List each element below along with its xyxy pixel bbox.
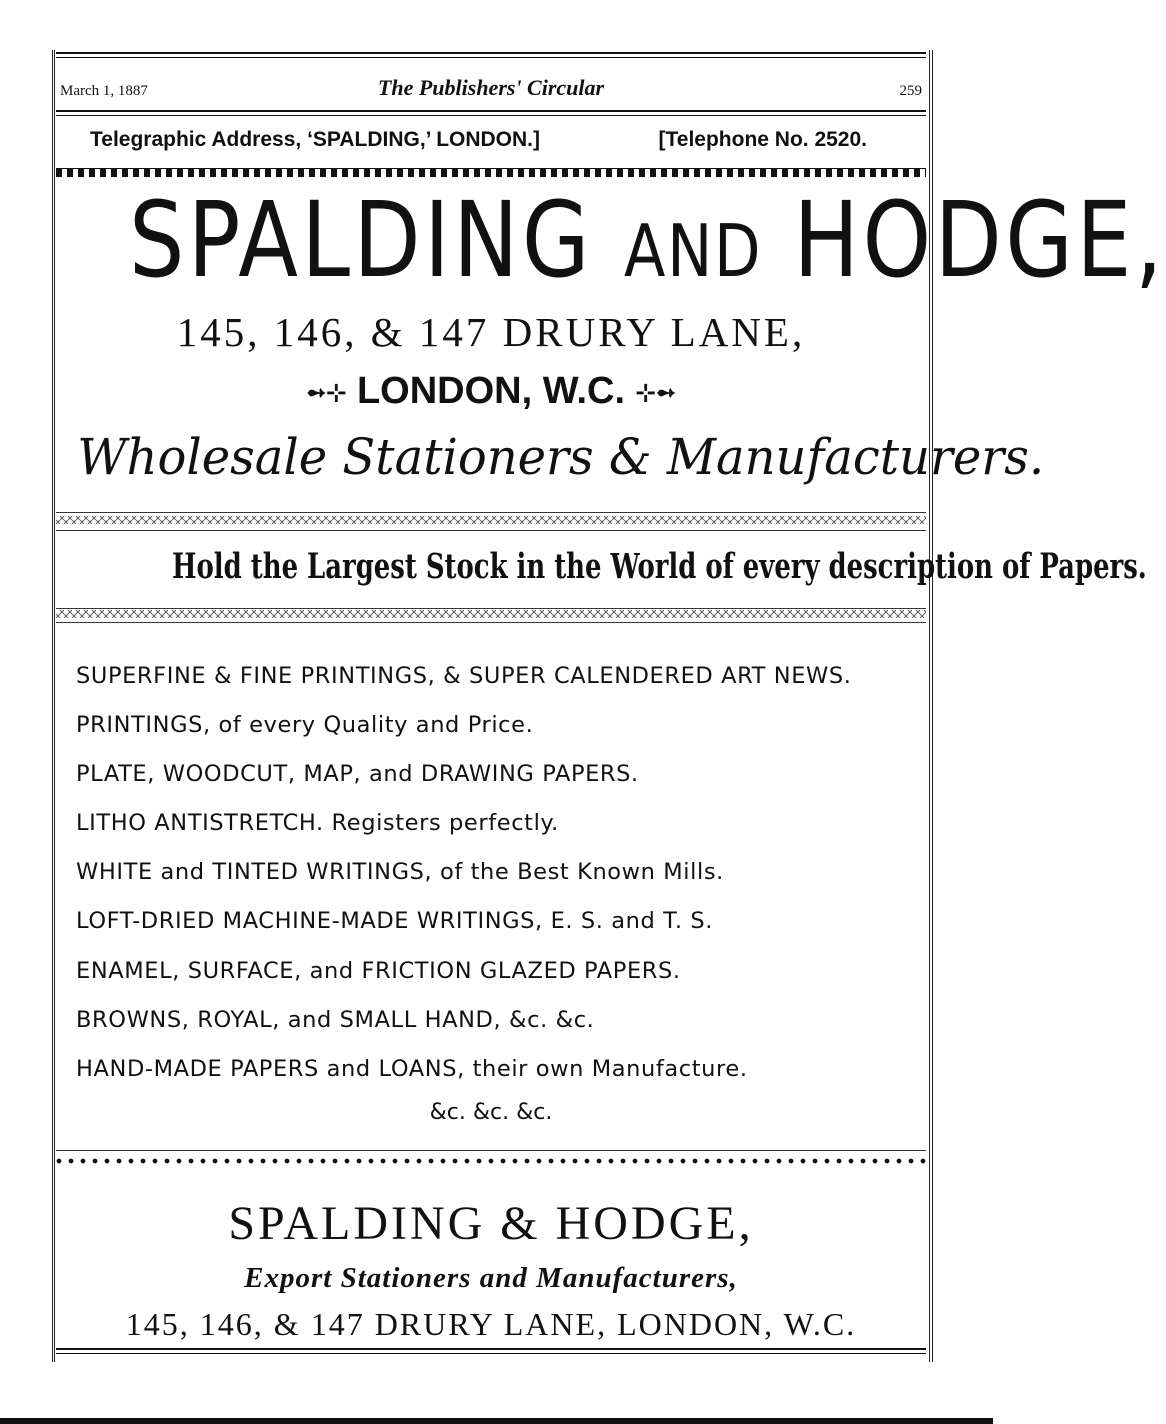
street-address: 145, 146, & 147 DRURY LANE, — [176, 309, 806, 355]
wavy-rule — [56, 516, 926, 526]
page-edge — [0, 1418, 993, 1424]
trade-description: Wholesale Stationers & Manufacturers. — [77, 428, 1045, 486]
wavy-rule — [56, 610, 926, 620]
company-name-headline — [128, 179, 1166, 301]
list-item: LITHO ANTISTRETCH. Registers perfectly. — [76, 810, 559, 837]
left-ornament-icon: ➻⊹ — [306, 379, 347, 407]
list-item: SUPERFINE & FINE PRINTINGS, & SUPER CALENDERED ART NEWS. — [76, 663, 852, 689]
list-item: LOFT-DRIED MACHINE-MADE WRITINGS, E. S. and T. S. — [76, 908, 713, 935]
running-header — [60, 75, 922, 105]
top-rule — [56, 52, 926, 58]
product-list — [76, 660, 916, 1102]
name-part-2: HODGE, — [793, 179, 1166, 301]
tagline: Hold the Largest Stock in the World of every description of Papers. — [172, 546, 1147, 587]
telephone-number: [Telephone No. 2520. — [658, 128, 867, 151]
list-item: PLATE, WOODCUT, MAP, and DRAWING PAPERS. — [76, 761, 639, 788]
footer-address: 145, 146, & 147 DRURY LANE, LONDON, W.C. — [125, 1306, 857, 1342]
name-part-1: SPALDING — [128, 179, 593, 301]
publication-title: The Publishers' Circular — [377, 75, 605, 100]
list-item: PRINTINGS, of every Quality and Price. — [76, 712, 534, 739]
list-item: WHITE and TINTED WRITINGS, of the Best Known Mills. — [76, 859, 724, 886]
divider-rule — [56, 512, 926, 513]
telegraphic-address: Telegraphic Address, ‘SPALDING,’ LONDON.] — [90, 128, 541, 151]
page-number: 259 — [899, 83, 922, 99]
etcetera-line: &c. &c. &c. — [429, 1100, 553, 1125]
divider-rule — [56, 608, 926, 609]
right-ornament-icon: ⊹➻ — [635, 379, 676, 407]
name-and: AND — [624, 209, 763, 293]
divider-rule — [56, 622, 926, 623]
list-item: ENAMEL, SURFACE, and FRICTION GLAZED PAPERS. — [76, 957, 681, 984]
list-item: HAND-MADE PAPERS and LOANS, their own Manufacture. — [76, 1055, 748, 1082]
bottom-rule — [56, 1348, 926, 1354]
header-rule — [56, 110, 926, 116]
footer-subtitle: Export Stationers and Manufacturers, — [244, 1262, 738, 1294]
ornamental-rule — [56, 168, 926, 177]
divider-rule — [56, 530, 926, 531]
city-line — [60, 370, 922, 413]
dotted-ornament-rule — [56, 1158, 926, 1164]
footer-company-name: SPALDING & HODGE, — [228, 1197, 754, 1250]
issue-date: March 1, 1887 — [60, 83, 148, 99]
divider-rule — [56, 1150, 926, 1151]
list-item: BROWNS, ROYAL, and SMALL HAND, &c. &c. — [76, 1006, 595, 1033]
city-name: LONDON, W.C. — [356, 370, 626, 412]
